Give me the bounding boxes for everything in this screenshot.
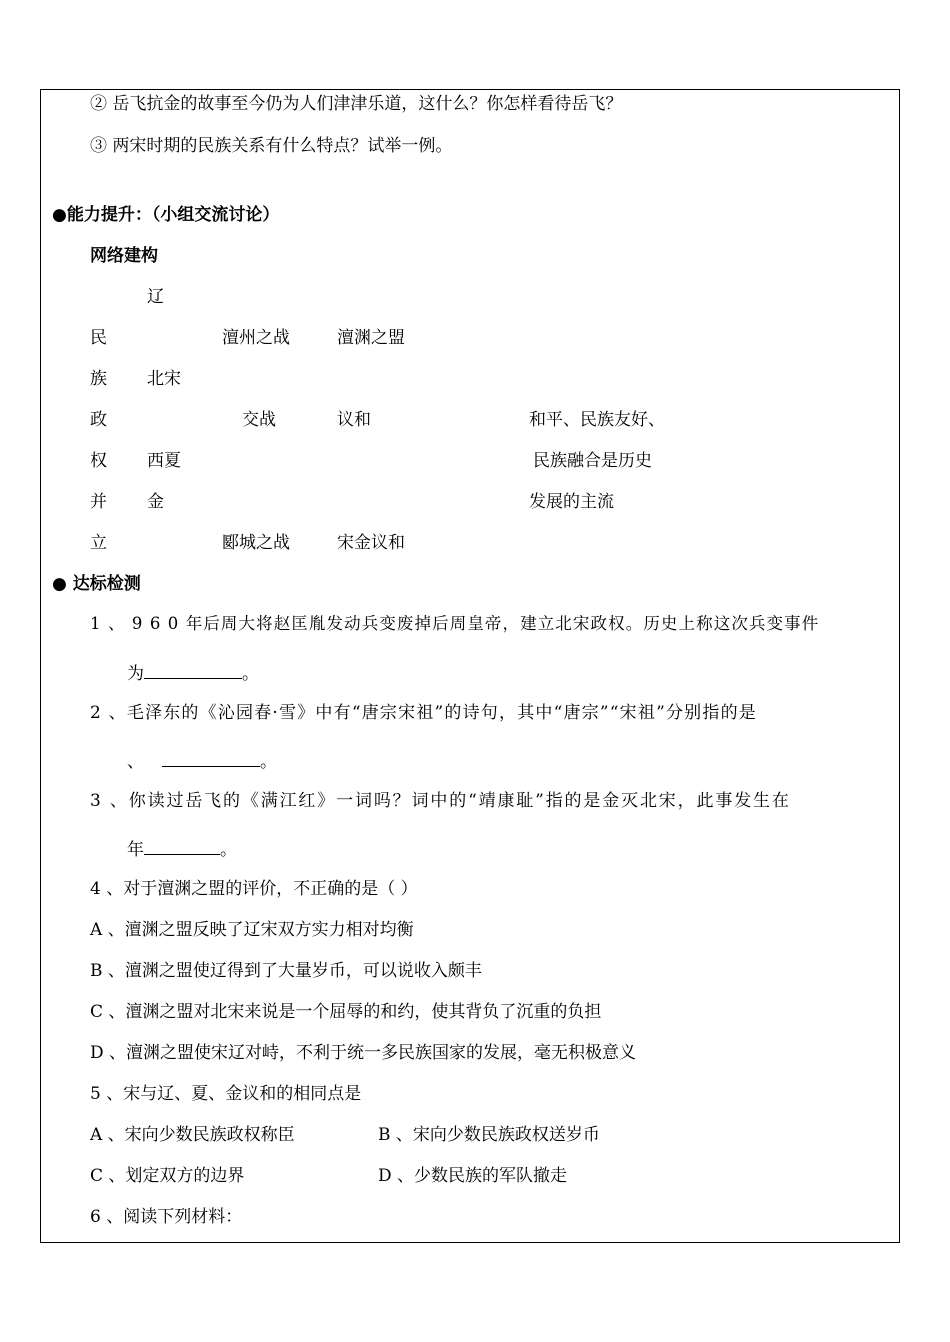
network-liao: 辽: [147, 287, 164, 307]
network-war: 交战: [242, 410, 276, 430]
network-conclusion-line3: 发展的主流: [529, 492, 614, 512]
network-vertical-char: 族: [90, 369, 107, 389]
network-jin: 金: [147, 492, 164, 512]
network-western-xia: 西夏: [147, 451, 181, 471]
answer-blank[interactable]: [144, 838, 220, 855]
question-ethnic-relations: ③ 两宋时期的民族关系有什么特点？试举一例。: [90, 136, 453, 156]
test-q5-option-d: D 、少数民族的军队撤走: [378, 1166, 568, 1186]
question-yuefei: ② 岳飞抗金的故事至今仍为人们津津乐道，这什么？你怎样看待岳飞？: [90, 94, 623, 114]
test-q4: 4 、对于澶渊之盟的评价，不正确的是（ ）: [90, 879, 418, 899]
test-q1-line2: [127, 662, 259, 684]
test-q4-option-c: C 、澶渊之盟对北宋来说是一个屈辱的和约，使其背负了沉重的负担: [90, 1002, 602, 1022]
test-q5: 5 、宋与辽、夏、金议和的相同点是: [90, 1084, 362, 1104]
network-vertical-char: 权: [90, 451, 107, 471]
network-vertical-char: 民: [90, 328, 107, 348]
network-battle-yancheng: 郾城之战: [222, 533, 290, 553]
test-q1-prefix: 为: [127, 664, 144, 684]
network-vertical-char: 政: [90, 410, 107, 430]
test-q2-suffix: 。: [260, 752, 277, 772]
network-conclusion-line2: 民族融合是历史: [533, 451, 652, 471]
test-q1-line1: 1 、 9 6 0 年后周大将赵匡胤发动兵变废掉后周皇帝，建立北宋政权。历史上称这次兵变事件: [90, 614, 820, 633]
test-q5-option-b: B 、宋向少数民族政权送岁币: [378, 1125, 600, 1145]
network-vertical-char: 立: [90, 533, 107, 553]
network-peace: 议和: [337, 410, 371, 430]
network-song-jin-peace: 宋金议和: [337, 533, 405, 553]
network-battle-chanzhou: 澶州之战: [222, 328, 290, 348]
ability-heading: ●能力提升：（小组交流讨论）: [52, 205, 280, 225]
test-q3-prefix: 年: [127, 840, 144, 860]
network-northern-song: 北宋: [147, 369, 181, 389]
network-chanyuan-alliance: 澶渊之盟: [337, 328, 405, 348]
test-q5-option-c: C 、划定双方的边界: [90, 1166, 245, 1186]
test-q2-prefix: 、: [127, 752, 144, 772]
test-q2-line2: [127, 750, 277, 772]
test-q1-suffix: 。: [242, 664, 259, 684]
test-q3-suffix: 。: [220, 840, 237, 860]
network-vertical-char: 并: [90, 492, 107, 512]
test-q6: 6 、阅读下列材料：: [90, 1207, 243, 1227]
network-conclusion-line1: 和平、民族友好、: [529, 410, 665, 430]
network-subheading: 网络建构: [90, 246, 158, 266]
test-q4-option-d: D 、澶渊之盟使宋辽对峙，不利于统一多民族国家的发展，毫无积极意义: [90, 1043, 637, 1063]
test-q2-line1: 2 、毛泽东的《沁园春·雪》中有“唐宗宋祖”的诗句，其中“唐宗”“宋祖”分别指的是: [90, 703, 757, 723]
test-q4-option-a: A 、澶渊之盟反映了辽宋双方实力相对均衡: [90, 920, 414, 940]
test-q4-option-b: B 、澶渊之盟使辽得到了大量岁币，可以说收入颇丰: [90, 961, 482, 981]
answer-blank[interactable]: [162, 750, 260, 767]
answer-blank[interactable]: [144, 662, 242, 679]
test-q5-option-a: A 、宋向少数民族政权称臣: [90, 1125, 295, 1145]
test-q3-line1: 3 、你读过岳飞的《满江红》一词吗？词中的“靖康耻”指的是金灭北宋，此事发生在: [90, 791, 791, 811]
test-heading: ● 达标检测: [52, 574, 141, 594]
test-q3-line2: [127, 838, 237, 860]
